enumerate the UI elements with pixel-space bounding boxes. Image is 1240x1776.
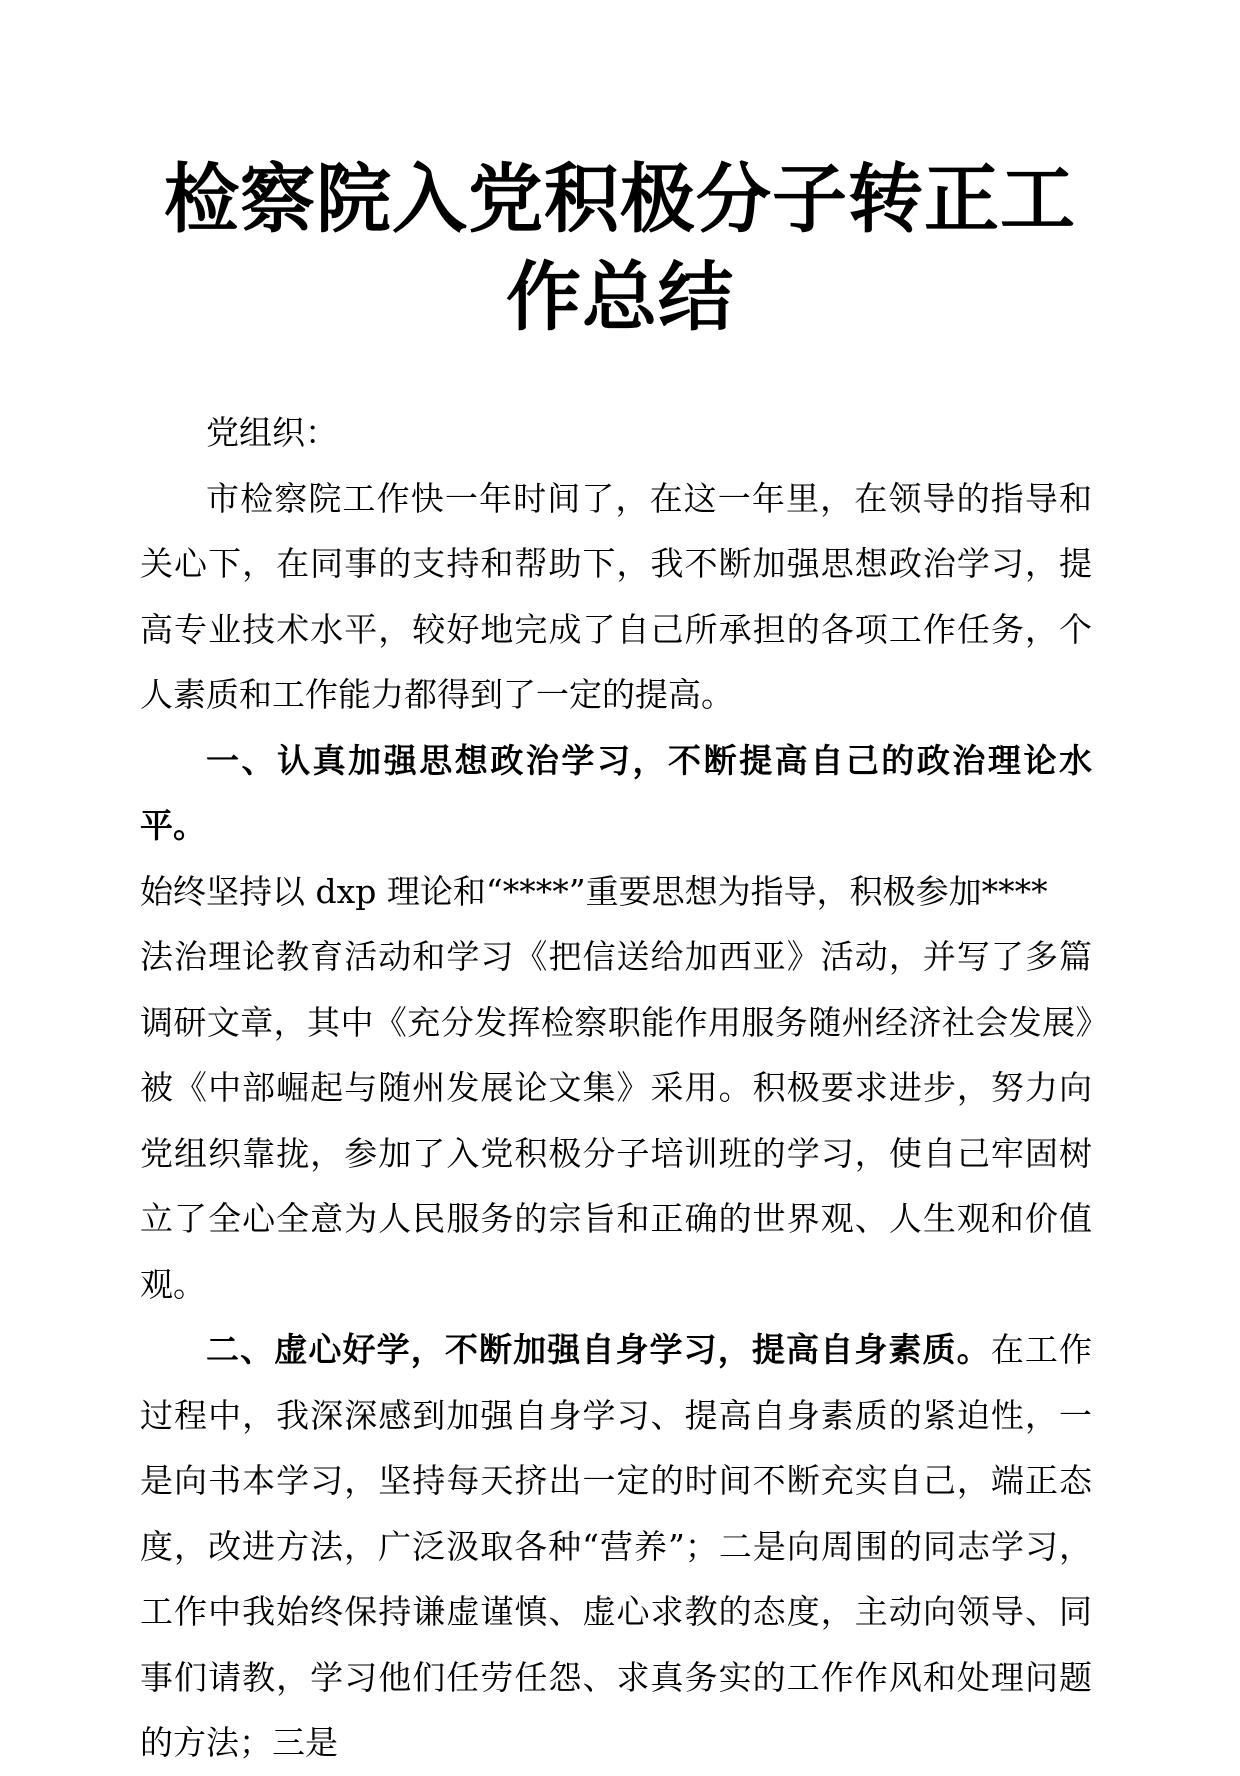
section-1-first-line: 始终坚持以 dxp 理论和“****”重要思想为指导，积极参加****: [140, 871, 1048, 911]
section-2-heading: 二、虚心好学，不断加强自身学习，提高自身素质。: [206, 1330, 991, 1369]
document-body: [140, 400, 1092, 1776]
section-1-paragraph: [140, 728, 1092, 1318]
document-title: [140, 150, 1100, 346]
intro-paragraph: 市检察院工作快一年时间了，在这一年里，在领导的指导和关心下，在同事的支持和帮助下，我不断加强思想政治学习，提高专业技术水平，较好地完成了自己所承担的各项工作任务，个人素质和工作能力都得到了一定的提高。: [140, 478, 1092, 714]
document-title-line-2: 作总结: [505, 253, 734, 341]
section-2-body: 在工作过程中，我深深感到加强自身学习、提高自身素质的紧迫性，一是向书本学习，坚持每天挤出一定的时间不断充实自己，端正态度，改进方法，广泛汲取各种“营养”；二是向周围的同志学习，工作中我始终保持谦虚谨慎、虚心求教的态度，主动向领导、同事们请教，学习他们任劳任怨、求真务实的工作作风和处理问题的方法；三是: [140, 1330, 1093, 1762]
section-2-paragraph: [140, 1317, 1092, 1776]
section-1-heading: 一、认真加强思想政治学习，不断提高自己的政治理论水平。: [140, 740, 1092, 845]
salutation: 党组织：: [206, 413, 338, 452]
document-title-line-1: 检察院入党积极分子转正工: [163, 155, 1076, 243]
section-1-body: 法治理论教育活动和学习《把信送给加西亚》活动，并写了多篇调研文章，其中《充分发挥检察职能作用服务随州经济社会发展》被《中部崛起与随州发展论文集》采用。积极要求进步，努力向党组织靠拢，参加了入党积极分子培训班的学习，使自己牢固树立了全心全意为人民服务的宗旨和正确的世界观、人生观和价值观。: [140, 937, 1092, 1304]
